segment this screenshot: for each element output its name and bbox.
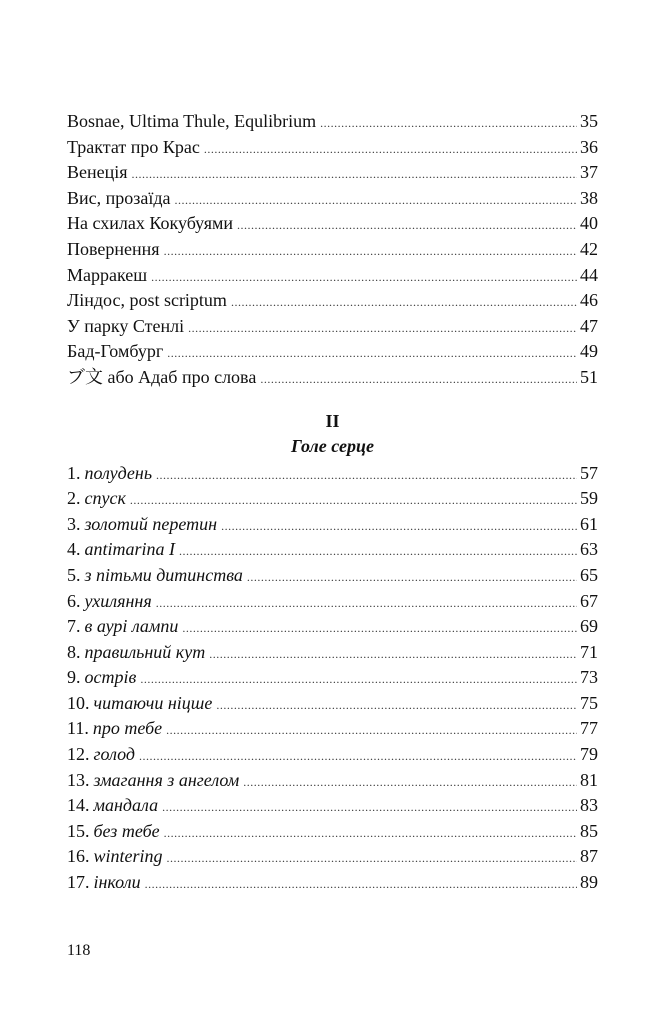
toc-entry-page: 44 [580, 264, 598, 285]
toc-entry-name: острів [84, 667, 137, 688]
dot-leader [182, 616, 577, 642]
dot-leader [130, 488, 577, 514]
toc-part-2 [67, 461, 598, 896]
dot-leader [167, 846, 577, 872]
toc-entry-page: 89 [580, 872, 598, 893]
toc-entry-number: 7. [67, 616, 81, 637]
toc-entry-page: 85 [580, 820, 598, 841]
dot-leader [162, 795, 577, 821]
dot-leader [221, 514, 577, 540]
toc-entry-page: 46 [580, 290, 598, 311]
toc-entry-number: 1. [67, 462, 81, 483]
toc-entry-page: 67 [580, 590, 598, 611]
toc-entry-page: 73 [580, 667, 598, 688]
toc-entry-number: 16. [67, 846, 90, 867]
toc-entry [67, 742, 598, 768]
toc-entry [67, 339, 598, 365]
toc-entry-title: На схилах Кокубуями [67, 213, 234, 234]
toc-entry-name: ухиляння [84, 590, 152, 611]
toc-entry [67, 563, 598, 589]
toc-entry-page: 83 [580, 795, 598, 816]
toc-entry [67, 819, 598, 845]
toc-entry-page: 42 [580, 238, 598, 259]
toc-entry-page: 61 [580, 513, 598, 534]
dot-leader [260, 367, 577, 393]
toc-entry-page: 57 [580, 462, 598, 483]
toc-entry-title: Бад-Гомбург [67, 341, 164, 362]
toc-entry-title [67, 716, 166, 742]
toc-entry-number: 12. [67, 744, 90, 765]
dot-leader [175, 188, 577, 214]
dot-leader [164, 821, 577, 847]
toc-entry-name: голод [93, 744, 136, 765]
toc-entry-number: 15. [67, 820, 90, 841]
toc-entry [67, 716, 598, 742]
table-of-contents [67, 109, 598, 896]
toc-entry-page: 87 [580, 846, 598, 867]
toc-entry [67, 365, 598, 391]
dot-leader [179, 539, 577, 565]
toc-entry-name: правильний кут [84, 641, 206, 662]
dot-leader [164, 239, 577, 265]
toc-entry-title: ブ文 або Адаб про слова [67, 366, 257, 387]
toc-entry-number: 4. [67, 539, 81, 560]
toc-entry [67, 870, 598, 896]
toc-entry-page: 35 [580, 111, 598, 131]
toc-entry-number: 5. [67, 564, 81, 585]
toc-entry [67, 844, 598, 870]
toc-entry-title [67, 844, 167, 870]
toc-entry [67, 314, 598, 340]
toc-entry-number: 8. [67, 641, 81, 662]
toc-entry-page: 59 [580, 488, 598, 509]
dot-leader [216, 693, 577, 719]
toc-entry-title: Bosnae, Ultima Thule, Equlibrium [67, 111, 317, 131]
toc-entry-title: Венеція [67, 162, 128, 183]
toc-entry-number: 13. [67, 769, 90, 790]
toc-entry-page: 79 [580, 744, 598, 765]
toc-entry-title [67, 486, 130, 512]
toc-entry-page: 75 [580, 692, 598, 713]
toc-entry-number: 10. [67, 692, 90, 713]
dot-leader [237, 213, 577, 239]
dot-leader [188, 316, 577, 342]
toc-entry-title [67, 691, 216, 717]
toc-entry [67, 537, 598, 563]
toc-entry-title: У парку Стенлі [67, 315, 185, 336]
toc-entry-name: antimarina I [84, 539, 176, 560]
toc-entry-title [67, 614, 182, 640]
toc-entry-title [67, 589, 156, 615]
dot-leader [140, 667, 577, 693]
dot-leader [320, 111, 577, 137]
dot-leader [132, 162, 577, 188]
toc-entry [67, 135, 598, 161]
toc-entry-title: Марракеш [67, 264, 148, 285]
toc-entry-page: 47 [580, 315, 598, 336]
section-number: II [325, 410, 340, 431]
toc-entry-title [67, 870, 145, 896]
toc-entry-title [67, 742, 139, 768]
toc-entry-page: 65 [580, 564, 598, 585]
dot-leader [145, 872, 577, 898]
toc-entry [67, 186, 598, 212]
dot-leader [231, 290, 577, 316]
section-title: Голе серце [291, 435, 374, 456]
toc-entry-number: 11. [67, 718, 89, 739]
toc-entry-title: Повернення [67, 238, 160, 259]
toc-entry-title [67, 819, 164, 845]
toc-entry-title [67, 793, 162, 819]
toc-entry-title [67, 537, 179, 563]
toc-entry-page: 69 [580, 616, 598, 637]
toc-entry-title: Вис, прозаїда [67, 187, 171, 208]
toc-entry-page: 37 [580, 162, 598, 183]
toc-entry-title [67, 665, 140, 691]
toc-entry-name: про тебе [92, 718, 163, 739]
toc-entry [67, 461, 598, 487]
dot-leader [151, 265, 577, 291]
dot-leader [243, 770, 577, 796]
toc-entry-title [67, 512, 221, 538]
toc-entry [67, 691, 598, 717]
toc-entry [67, 512, 598, 538]
page-number: 118 [67, 942, 91, 959]
toc-entry-name: золотий перетин [84, 513, 218, 534]
toc-entry-page: 40 [580, 213, 598, 234]
toc-entry [67, 211, 598, 237]
toc-entry-page: 49 [580, 341, 598, 362]
toc-entry-name: спуск [84, 488, 126, 509]
toc-entry [67, 640, 598, 666]
toc-entry [67, 665, 598, 691]
toc-entry [67, 614, 598, 640]
toc-entry [67, 109, 598, 135]
toc-entry-title [67, 640, 209, 666]
dot-leader [209, 642, 577, 668]
toc-entry-number: 9. [67, 667, 81, 688]
toc-entry [67, 589, 598, 615]
dot-leader [139, 744, 577, 770]
toc-entry-number: 6. [67, 590, 81, 611]
dot-leader [167, 341, 577, 367]
toc-entry-name: змагання з ангелом [93, 769, 240, 790]
dot-leader [156, 463, 577, 489]
dot-leader [247, 565, 577, 591]
toc-entry-title: Ліндос, post scriptum [67, 290, 227, 311]
toc-entry-page: 77 [580, 718, 598, 739]
toc-entry [67, 263, 598, 289]
toc-entry-name: з пітьми дитинства [84, 564, 243, 585]
toc-entry-page: 51 [580, 366, 598, 387]
toc-entry-page: 38 [580, 187, 598, 208]
toc-entry-title: Трактат про Крас [67, 136, 200, 157]
toc-entry-number: 14. [67, 795, 90, 816]
toc-entry-name: wintering [93, 846, 163, 867]
toc-entry-title [67, 768, 243, 794]
toc-entry-title [67, 461, 156, 487]
toc-entry [67, 288, 598, 314]
toc-entry-name: читаючи ніцше [93, 692, 213, 713]
toc-entry-number: 17. [67, 872, 90, 893]
toc-entry-number: 2. [67, 488, 81, 509]
toc-part-1 [67, 109, 598, 391]
toc-entry-page: 63 [580, 539, 598, 560]
toc-entry-name: інколи [93, 872, 141, 893]
toc-entry [67, 768, 598, 794]
dot-leader [166, 718, 577, 744]
toc-entry-name: полудень [84, 462, 153, 483]
toc-entry [67, 793, 598, 819]
toc-entry-name: в аурі лампи [84, 616, 179, 637]
toc-entry [67, 486, 598, 512]
toc-entry-number: 3. [67, 513, 81, 534]
toc-entry-title [67, 563, 247, 589]
toc-entry [67, 160, 598, 186]
dot-leader [156, 591, 577, 617]
toc-entry-page: 71 [580, 641, 598, 662]
toc-entry-name: мандала [93, 795, 159, 816]
dot-leader [204, 137, 577, 163]
toc-entry [67, 237, 598, 263]
toc-entry-page: 81 [580, 769, 598, 790]
toc-entry-name: без тебе [93, 820, 160, 841]
toc-entry-page: 36 [580, 136, 598, 157]
